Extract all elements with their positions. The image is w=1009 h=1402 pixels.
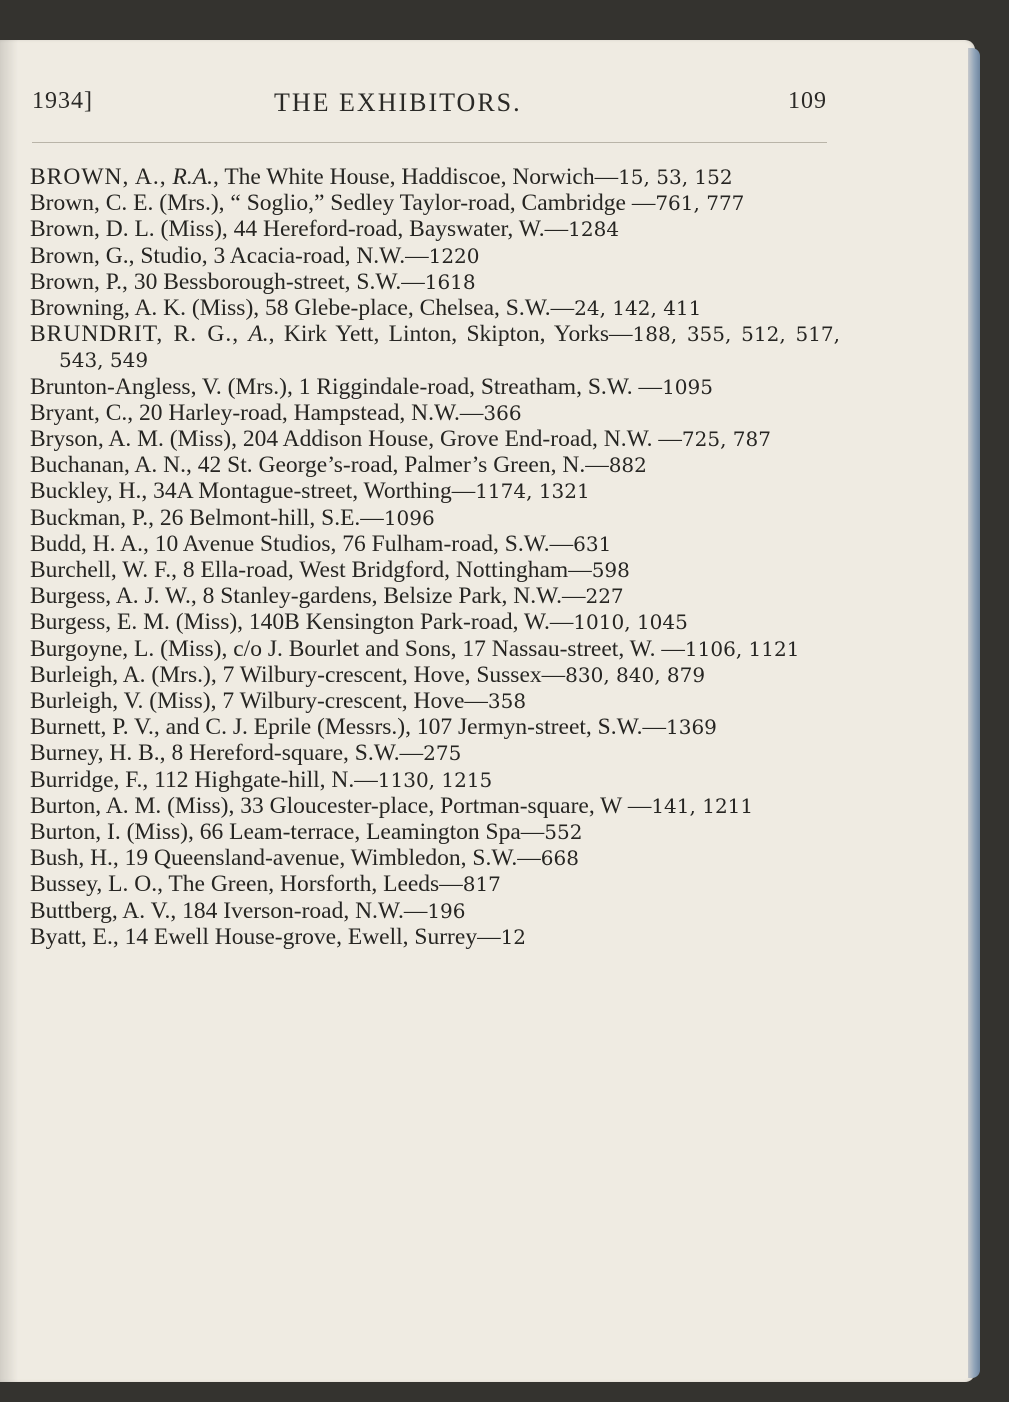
exhibitor-entry — [30, 531, 840, 557]
exhibitor-name: Burleigh, A. — [30, 661, 146, 688]
exhibitor-entry — [30, 374, 840, 400]
catalogue-numbers: 1096 — [383, 505, 435, 530]
exhibitor-address: (Mrs.), 1 Riggindale-road, Streatham, S.W. — — [221, 373, 663, 400]
catalogue-numbers: 1369 — [666, 715, 717, 740]
exhibitor-entry — [30, 688, 840, 714]
catalogue-numbers: 1010, 1045 — [573, 610, 688, 635]
exhibitor-address: (Miss), c/o J. Bourlet and Sons, 17 Nassau-street, W. — — [154, 635, 685, 662]
exhibitor-address: (Miss), 66 Leam-terrace, Leamington Spa— — [120, 819, 545, 846]
academy-rank: R.A. — [172, 164, 213, 190]
exhibitor-entry — [30, 452, 840, 478]
catalogue-numbers: 552 — [544, 820, 583, 845]
exhibitor-name: Bryant, C., — [30, 399, 134, 426]
catalogue-numbers: 1095 — [662, 374, 713, 399]
catalogue-numbers: 631 — [573, 531, 612, 556]
exhibitor-name: Buchanan, A. N., — [30, 452, 192, 479]
exhibitor-entry — [30, 871, 840, 897]
exhibitor-name: Brown, D. L. — [30, 216, 155, 243]
exhibitor-entry — [30, 321, 840, 373]
catalogue-numbers: 12 — [500, 924, 527, 949]
exhibitor-name: Budd, H. A., — [30, 530, 149, 557]
exhibitor-address: 19 Queensland-avenue, Wimbledon, S.W.— — [118, 845, 541, 872]
exhibitor-address: (Mrs.), 7 Wilbury-crescent, Hove, Sussex— — [145, 661, 566, 688]
academy-rank: A. — [248, 321, 269, 348]
exhibitor-address: (Mrs.), “ Soglio,” Sedley Taylor-road, Cambridge — — [153, 190, 656, 217]
exhibitor-name: Burgoyne, L. — [30, 635, 155, 662]
exhibitor-address: (Messrs.), 107 Jermyn-street, S.W.— — [311, 714, 666, 741]
exhibitor-entry — [30, 400, 840, 426]
exhibitor-name: Buckman, P., — [30, 504, 155, 531]
exhibitor-address: 34A Montague-street, Worthing— — [147, 478, 476, 505]
catalogue-numbers: 598 — [591, 558, 630, 583]
exhibitor-name: Buckley, H., — [30, 478, 148, 505]
exhibitor-name: Bryson, A. M. — [30, 426, 164, 453]
catalogue-numbers: 725, 787 — [681, 427, 771, 452]
exhibitor-name: Burnett, P. V., and C. J. Eprile — [30, 714, 312, 741]
exhibitor-entry — [30, 557, 840, 583]
catalogue-numbers: 882 — [608, 453, 647, 478]
exhibitor-name: BROWN, A., — [30, 164, 167, 190]
exhibitor-address: The Green, Horsforth, Leeds— — [162, 871, 463, 898]
exhibitor-address: 112 Highgate-hill, N.— — [148, 766, 378, 793]
exhibitor-name: Burchell, W. F., — [30, 557, 177, 584]
catalogue-numbers: 1220 — [428, 243, 480, 268]
exhibitor-name: Burton, I. — [30, 819, 121, 846]
exhibitor-name: Byatt, E., — [30, 923, 119, 950]
exhibitor-entry — [30, 269, 840, 295]
exhibitor-entry — [30, 426, 840, 452]
exhibitor-address: (Miss), 7 Wilbury-crescent, Hove— — [143, 688, 488, 715]
exhibitor-entry — [30, 924, 840, 950]
exhibitor-name: Burney, H. B., — [30, 740, 166, 767]
exhibitor-address: Studio, 3 Acacia-road, N.W.— — [134, 242, 429, 269]
page-title: THE EXHIBITORS. — [274, 88, 522, 117]
exhibitor-name: Browning, A. K. — [30, 295, 187, 322]
catalogue-numbers: 1618 — [424, 269, 476, 294]
exhibitor-entry — [30, 190, 840, 216]
catalogue-numbers: 1284 — [568, 217, 620, 242]
spine-shadow — [0, 40, 18, 1382]
catalogue-numbers: 1130, 1215 — [377, 767, 493, 792]
header-year: 1934] — [32, 88, 93, 114]
exhibitor-address: 10 Avenue Studios, 76 Fulham-road, S.W.— — [148, 530, 574, 557]
exhibitor-entry — [30, 505, 840, 531]
catalogue-numbers: 227 — [585, 584, 624, 609]
exhibitor-address: 8 Ella-road, West Bridgford, Nottingham— — [176, 557, 592, 584]
header-rule — [32, 142, 827, 143]
catalogue-numbers: 366 — [483, 400, 522, 425]
exhibitor-entry — [30, 636, 840, 662]
exhibitor-address: (Miss), 44 Hereford-road, Bayswater, W.— — [154, 216, 569, 243]
exhibitor-address: (Miss), 58 Glebe-place, Chelsea, S.W.— — [186, 295, 575, 322]
catalogue-numbers: 15, 53, 152 — [618, 165, 733, 189]
exhibitor-name: Brown, P., — [30, 268, 128, 295]
exhibitor-entry — [30, 767, 840, 793]
exhibitor-list — [30, 164, 840, 950]
exhibitor-entry — [30, 819, 840, 845]
exhibitor-entry — [30, 898, 840, 924]
page-number: 109 — [788, 88, 827, 114]
catalogue-numbers: 188, 355, 512, 517, 543, 549 — [59, 322, 840, 373]
catalogue-numbers: 1174, 1321 — [475, 479, 590, 504]
exhibitor-entry — [30, 740, 840, 766]
exhibitor-address: (Miss), 140B Kensington Park-road, W.— — [169, 609, 574, 636]
exhibitor-entry — [30, 714, 840, 740]
running-header — [32, 88, 827, 128]
catalogue-numbers: 817 — [462, 872, 501, 897]
exhibitor-name: Bush, H., — [30, 845, 119, 872]
exhibitor-entry — [30, 478, 840, 504]
exhibitor-address: 184 Iverson-road, N.W.— — [176, 897, 428, 924]
exhibitor-name: Brunton-Angless, V. — [30, 373, 222, 400]
catalogue-numbers: 358 — [487, 689, 527, 714]
exhibitor-name: Burridge, F., — [30, 766, 149, 793]
exhibitor-entry — [30, 164, 840, 190]
exhibitor-address: 26 Belmont-hill, S.E.— — [154, 504, 384, 531]
exhibitor-address: 8 Hereford-square, S.W.— — [165, 740, 424, 767]
exhibitor-name: Burgess, E. M. — [30, 609, 170, 636]
exhibitor-entry — [30, 216, 840, 242]
exhibitor-address: 8 Stanley-gardens, Belsize Park, N.W.— — [196, 583, 586, 610]
exhibitor-name: Brown, G., — [30, 242, 135, 269]
page-edge — [968, 48, 980, 1378]
exhibitor-entry — [30, 793, 840, 819]
catalogue-numbers: 761, 777 — [655, 191, 745, 216]
exhibitor-name: Bussey, L. O., — [30, 871, 163, 898]
catalogue-numbers: 668 — [540, 846, 579, 871]
exhibitor-name: BRUNDRIT, R. G., — [30, 321, 240, 348]
exhibitor-address: 30 Bessborough-street, S.W.— — [127, 268, 425, 295]
exhibitor-address: 14 Ewell House-grove, Ewell, Surrey— — [118, 923, 501, 950]
exhibitor-entry — [30, 295, 840, 321]
catalogue-numbers: 830, 840, 879 — [565, 662, 706, 687]
exhibitor-address: (Miss), 204 Addison House, Grove End-road, N.W. — — [163, 426, 682, 453]
exhibitor-address: , The White House, Haddiscoe, Norwich— — [213, 164, 619, 190]
exhibitor-name: Burleigh, V. — [30, 688, 144, 715]
exhibitor-entry — [30, 583, 840, 609]
exhibitor-entry — [30, 845, 840, 871]
catalogue-numbers: 196 — [427, 898, 466, 923]
exhibitor-address: 42 St. George’s-road, Palmer’s Green, N.— — [191, 452, 609, 479]
exhibitor-address: 20 Harley-road, Hampstead, N.W.— — [133, 399, 484, 426]
catalogue-numbers: 24, 142, 411 — [574, 296, 702, 321]
exhibitor-name: Burton, A. M. — [30, 792, 162, 819]
exhibitor-name: Buttberg, A. V., — [30, 897, 177, 924]
exhibitor-name: Burgess, A. J. W., — [30, 583, 197, 610]
catalogue-numbers: 275 — [423, 741, 462, 766]
exhibitor-address: (Miss), 33 Gloucester-place, Portman-square, W — — [161, 792, 652, 819]
catalogue-numbers: 1106, 1121 — [684, 636, 800, 661]
exhibitor-name: Brown, C. E. — [30, 190, 154, 217]
exhibitor-entry — [30, 243, 840, 269]
exhibitor-entry — [30, 609, 840, 635]
exhibitor-address: , Kirk Yett, Linton, Skipton, Yorks— — [268, 321, 633, 348]
catalogue-numbers: 141, 1211 — [651, 793, 754, 818]
exhibitor-entry — [30, 662, 840, 688]
